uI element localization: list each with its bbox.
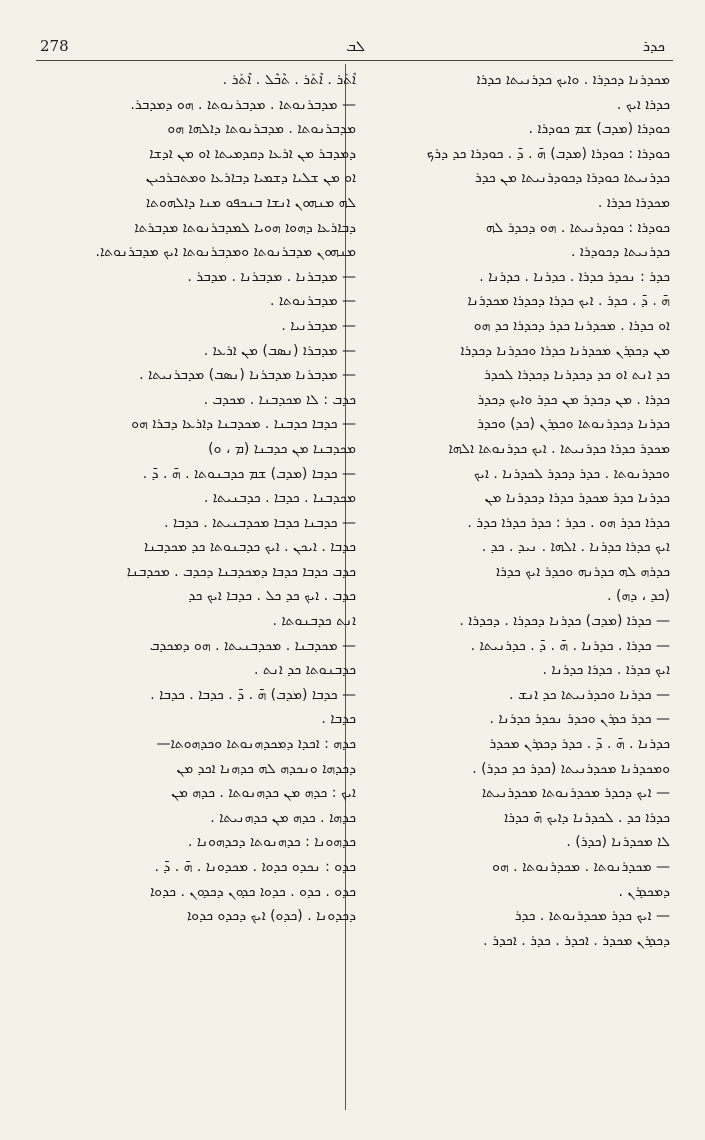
text-line: ܟܕܒ . ܐܝܟ ܟܕ ܟܠ . ܟܕܒܐ ܐܝܟ ܟܕ (188, 588, 356, 605)
text-line: ܘܟܕܪܢܘܬܐ . ܟܕܪ ܕܟܕܪ ܠܟܕܪܢܐ . ܐܝܟ (473, 465, 670, 482)
text-line: ܟܕܪܢܐ ܕܟܕܪܢܘܬܐ ܘܟܕܪܢ (ܟܕ) ܘܟܕܪ (477, 416, 670, 433)
text-line: ܡܢܗܘܢ ܡܕܒܪܢܘܬܐ ܘܡܕܒܪܢܘܬܐ ܐܝܟ ܡܕܒܪܢܘܬܐ. (95, 244, 356, 261)
left-column (38, 68, 356, 1140)
text-line: ܐܝܟ : ܟܕܗ ܡܢ ܟܕܗܢܘܬܐ . ܟܕܗ ܡܢ (171, 785, 356, 802)
text-line: — ܡܕܒܪܐ (ܢܣܒ) ܡܢ ܐܪܥܐ . (203, 342, 356, 359)
text-line: ܐܝܟ ܟܕܪܐ ܟܕܪܢܐ . ܐܠܗܐ . ܢܝܕ . ܟܕ . (481, 539, 670, 556)
text-line: ܡܟܕܪܢܐ ܕܟܕܪܐ . ܘܐܝܟ ܟܕܪܢܝܬܐ ܟܕܪܐ (476, 72, 670, 88)
text-line: ܟܕܒܐ . (321, 711, 356, 728)
text-line: ܟܕܒܐ . ܐܝܟܢ . ܐܝܟ ܟܕܒܢܘܬܐ ܟܕ ܡܟܕܒܢܐ (144, 539, 356, 556)
text-line: ܐܘ ܡܢ ܫܠܝܐ ܕܫܡܝܐ ܕܒܐܪܥܐ ܘܡܬܒܪܟܝܢ (145, 170, 356, 187)
text-line: ܟܘܕܪܐ (ܡܕܒ) ܫܡ ܟܘܕܪܐ . (528, 121, 670, 138)
text-line: ܟܕܪܐ . ܡܢ ܕܟܕܪ ܡܢ ܟܕܪ ܘܐܝܟ ܕܟܕܪ (477, 391, 670, 408)
text-line: — ܡܕܒܪܢܐ . ܡܕܒܪܢܐ . ܡܕܒܪ . (187, 268, 356, 285)
text-line: ܕܡܟܕܪܢ . (618, 883, 670, 900)
text-line: ܕܒܐܪܥܐ ܕܗܘܐ ܗܘܝܐ ܠܡܕܒܪܢܘܬܐ ܡܕܒܪܬܐ (134, 219, 356, 236)
text-line: — ܡܟܕܪܢܘܬܐ . ܡܟܕܪܢܘܬܐ . ܗܘ (492, 859, 670, 875)
text-line: — ܡܕܒܪܢܘܬܐ . (269, 293, 356, 310)
text-line: — ܡܕܒܪܢܝܐ . (281, 317, 356, 334)
text-line: (ܟܕ ، ܕܗ) . (607, 588, 670, 605)
text-line: ܟܕܒ ܟܕܒܐ ܟܕܒܐ ܕܡܟܕܒܢܐ ܕܟܕܒ . ܡܟܕܒܢܐ (126, 563, 356, 580)
text-line: ܡܟܕܒܢܐ ܡܢ ܟܕܒܢܐ (ܡ ، ܘ) (208, 440, 356, 457)
text-line: ܟܕܪܢܝܬܐ ܟܘܕܪܐ ܕܟܘܕܪܢܝܬܐ ܡܢ ܟܕܪ (474, 170, 670, 187)
text-line: ܐܘ ܟܕܪܐ . ܡܟܕܪܢܐ ܟܕܪ ܕܟܕܪܐ ܟܕ ܗܘ (473, 317, 670, 334)
text-line: ܟܕ ܐܢܬ ܐܘ ܟܕ ܕܟܕܪܢܐ ܕܟܕܪܐ ܠܟܕܪ (483, 367, 670, 384)
text-line: — ܟܕܪܐ . ܟܕܪܢܐ . ܗ̄ . ܕ̄ . ܟܕܪܢܝܬܐ . (470, 637, 670, 654)
right-column (352, 68, 670, 1140)
text-line: ܟܕܪܐ ܟܕܪ ܗܘ . ܟܕܪ : ܟܕܪ ܟܕܪܐ ܟܕܪ . (467, 514, 670, 531)
text-line: ܟܕܒ : ܠܐ ܡܟܕܒܢܐ . ܡܟܕܒ . (203, 391, 356, 408)
text-line: — ܟܕܪܐ (ܡܕܒ) ܟܕܪܢܐ ܕܟܕܪܐ . ܕܟܕܪܐ . (459, 613, 670, 630)
text-line: ܟܕܪܢܐ ܟܕܪ ܡܟܕܪ ܟܕܪܐ ܕܟܕܪܢܐ ܡܢ (484, 490, 670, 507)
text-line: ܟܕܘ . ܟܕܘ . ܟܕܘܐ ܟܕܘܢ ܕܟܕܘܢ . ܟܕܘܐ (150, 883, 356, 900)
text-line: ܗ̄ . ܕ̄ . ܟܕܪ . ܐܝܟ ܟܕܪܐ ܕܟܕܪܐ ܡܟܕܪܢܐ (467, 293, 670, 310)
text-line: ܕܟܕܘܢܐ . (ܟܕܘ) ܐܝܟ ܕܟܕܘ ܟܕܘܐ (187, 908, 356, 925)
text-line: ܡܟܕܪܐ ܟܕܪܐ . (597, 194, 670, 211)
text-line: — ܡܕܒܪܢܘܬܐ . ܡܕܒܪܢܘܬܐ . ܗܘ ܕܡܕܒܪ. (130, 96, 356, 113)
text-line: — ܟܕܒܢܐ ܟܕܒܐ ܡܟܕܒܢܝܬܐ . ܟܕܒܐ . (164, 514, 356, 531)
text-line: — ܟܕܪ ܟܕܪܢ ܘܟܕܪ ܢܟܕܪ ܟܕܪܢܐ . (489, 711, 670, 728)
text-line: ܠܐ ܡܟܕܪܢܐ (ܟܕܪ) . (566, 834, 670, 851)
text-line: — ܟܕܒܐ (ܡܕܒ) ܫܡ ܟܕܒܢܘܬܐ . ܗ̄ . ܕ̄ . (142, 465, 356, 482)
text-line: ܟܕܪܐ ܟܕ . ܠܟܕܪܢܐ ܕܐܝܟ ܗ̄ ܟܕܪܐ (504, 809, 670, 826)
text-line: ܠܗ ܡܢܗܘܢ ܐܢܫܐ ܒܢܟܦܘ ܡܢܐ ܕܐܠܗܘܬܐ (145, 194, 356, 211)
text-line: ܐܶܬܰܪ . ܐܶܬܰܪ . ܬܶܒܶܠ . ܐܶܬܰܪ . (222, 72, 356, 88)
text-line: ܟܕܘ : ܢܟܕܘ ܟܕܘܐ . ܡܟܕܘܢܐ . ܗ̄ . ܕ̄ . (154, 859, 356, 875)
text-line: — ܐܝܟ ܟܕܪ ܡܟܕܪܢܘܬܐ . ܟܕܪ (514, 908, 670, 925)
text-line: ܟܕܪܗ ܠܗ ܟܕܪܢܗ ܘܟܕܪ ܐܝܟ ܟܕܪܐ (496, 563, 670, 580)
text-line: ܟܕܪ : ܢܟܕܪ ܟܕܪܐ . ܟܕܪܢܐ . ܟܕܪܢܐ . (479, 268, 670, 285)
text-line: ܕܡܕܒܪ ܡܢ ܐܪܥܐ ܕܩܕܡܝܬܐ ܐܘ ܡܢ ܐܕܫܐ (149, 145, 356, 162)
text-line: — ܟܕܪܢܐ ܘܟܕܪܢܝܬܐ ܟܕ ܐܢܫ . (509, 686, 670, 703)
text-line: ܡܟܕܪ ܟܕܪܐ ܟܕܪܢܝܬܐ . ܐܝܟ ܟܕܪܢܘܬܐ ܐܠܗܐ (448, 440, 670, 457)
text-line: ܟܕܗ : ܐܟܕܐ ܕܡܟܕܗܢܘܬܐ ܘܟܕܗܘܬܐ— (156, 736, 356, 753)
text-line: — ܟܕܒܐ ܟܕܒܢܐ . ܡܟܕܒܢܐ ܕܐܪܥܐ ܕܒܪܐ ܗܘ (131, 416, 356, 433)
text-line: ܟܕܗܘܢܐ : ܟܕܗܢܘܬܐ ܕܟܕܗܘܢܐ . (187, 834, 356, 851)
text-line: ܐܢܬ ܟܕܒܢܘܬܐ . (272, 613, 356, 630)
text-line: ܕܟܕܗܐ ܘܢܟܕܗ ܠܗ ܟܕܗܢܐ ܐܟܕ ܡܢ (176, 760, 356, 777)
text-line: — ܡܕܒܪܢܐ ܡܕܒܪܢܐ (ܢܣܒ) ܡܕܒܪܢܝܬܐ . (139, 367, 356, 384)
text-line: ܟܕܪܐ ܐܝܟ . (616, 96, 670, 113)
running-head-word: ܟܕܪ (642, 37, 665, 55)
text-line: ܟܕܒܢܘܬܐ ܟܕ ܐܢܬ . (254, 662, 356, 679)
text-line: — ܐܝܟ ܕܟܕܪ ܡܟܕܪܢܘܬܐ ܡܟܕܪܢܝܬܐ (481, 785, 670, 802)
header-rule (36, 60, 673, 61)
text-line: — ܟܕܒܐ (ܡܕܒ) ܗ̄ . ܕ̄ . ܟܕܒܐ . ܟܕܒܐ . (150, 686, 356, 703)
text-line: ܟܕܪܢܝܬܐ ܕܟܘܕܪܐ . (570, 244, 670, 261)
text-line: ܕܟܕܪܢ ܡܟܕܪ . ܐܟܕܪ . ܟܕܪ . ܐܟܕܪ . (483, 932, 670, 949)
text-line: ܟܕܗܐ . ܟܕܗ ܡܢ ܟܕܗܢܝܬܐ . (210, 809, 356, 826)
text-line: ܡܟܕܒܢܐ . ܟܕܒܐ . ܟܕܒܢܝܬܐ . (203, 490, 356, 507)
text-line: ܟܘܕܪܐ : ܟܘܕܪܐ (ܡܕܒ) ܗ̄ . ܕ̄ . ܟܘܕܪܐ ܟܕ ܕܪܟ (426, 145, 670, 162)
page-number: 278 (40, 37, 69, 55)
section-letter: ܠܒ (346, 37, 366, 55)
text-line: ܘܡܟܕܪܢܐ ܡܟܕܪܢܝܬܐ (ܟܕܪ ܟܕ ܟܕܪ) . (472, 760, 670, 777)
text-line: ܟܘܕܪܐ : ܟܘܕܪܢܝܬܐ . ܗܘ ܕܟܕܪ ܠܗ (485, 219, 670, 236)
text-line: ܟܕܪܢܐ . ܗ̄ . ܕ̄ . ܟܕܪ ܕܟܕܪܢ ܡܟܕܪ (489, 736, 670, 753)
text-line: ܡܢ ܕܟܕܪܢ ܡܟܕܪܢܐ ܟܕܪܐ ܘܟܕܪܢܐ ܕܟܕܪܐ (460, 342, 670, 359)
text-line: ܐܝܟ ܟܕܪܐ . ܟܕܪܐ ܟܕܪܢܐ . (542, 662, 670, 679)
text-line: — ܡܟܕܒܢܐ . ܡܟܕܒܢܝܬܐ . ܗܘ ܕܡܟܕܒ (149, 637, 356, 654)
text-line: ܡܕܒܪܢܘܬܐ . ܡܕܒܪܢܘܬܐ ܕܐܠܗܐ ܗܘ (167, 121, 356, 138)
page-header (40, 36, 665, 56)
